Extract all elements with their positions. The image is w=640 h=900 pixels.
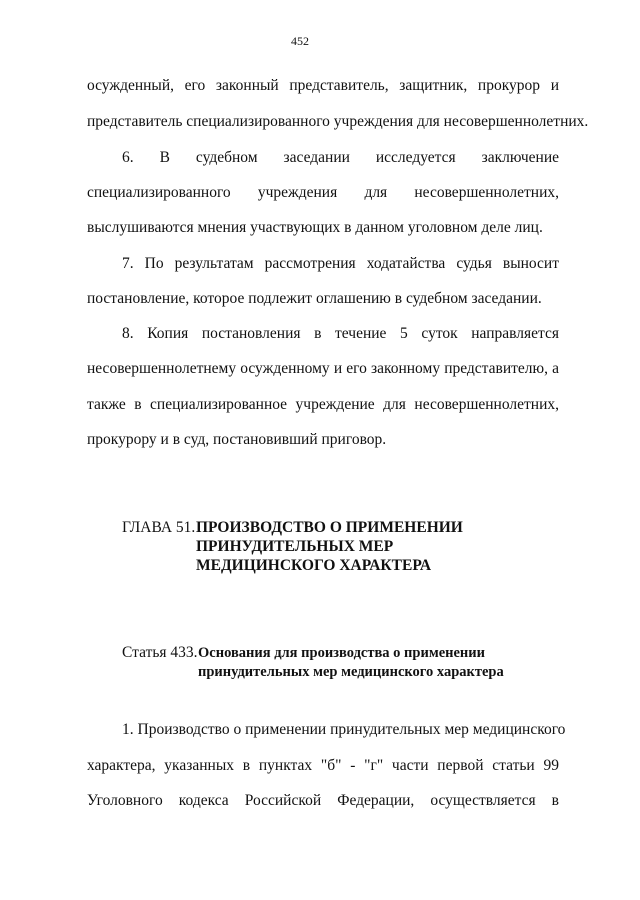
article-title-line: Основания для производства о применении bbox=[198, 645, 485, 661]
article-title-line: принудительных мер медицинского характера bbox=[198, 664, 504, 680]
paragraph-7-line: постановление, которое подлежит оглашению в судебном заседании. bbox=[87, 290, 542, 307]
paragraph-8-line: прокурору и в суд, постановивший приговор. bbox=[87, 431, 387, 448]
article-number: Статья 433. bbox=[122, 644, 198, 661]
paragraph-8-line: несовершеннолетнему осужденному и его законному представителю, а bbox=[87, 360, 559, 377]
paragraph-line: осужденный, его законный представитель, защитник, прокурор и bbox=[87, 77, 559, 94]
paragraph-6-line: выслушиваются мнения участвующих в данном уголовном деле лиц. bbox=[87, 219, 543, 236]
paragraph-7-line: 7. По результатам рассмотрения ходатайства судья выносит bbox=[122, 255, 559, 272]
chapter-title-line: ПРОИЗВОДСТВО О ПРИМЕНЕНИИ bbox=[196, 519, 463, 536]
article-paragraph-1-line: Уголовного кодекса Российской Федерации, осуществляется в bbox=[87, 792, 559, 809]
chapter-title-line: ПРИНУДИТЕЛЬНЫХ МЕР bbox=[196, 538, 394, 555]
article-paragraph-1-line: характера, указанных в пунктах "б" - "г" части первой статьи 99 bbox=[87, 757, 559, 774]
paragraph-8-line: также в специализированное учреждение для несовершеннолетних, bbox=[87, 396, 559, 413]
page-number: 452 bbox=[291, 34, 309, 48]
paragraph-8-line: 8. Копия постановления в течение 5 суток направляется bbox=[122, 325, 559, 342]
article-paragraph-1-line: 1. Производство о применении принудительных мер медицинского bbox=[122, 721, 566, 738]
paragraph-line: представитель специализированного учреждения для несовершеннолетних. bbox=[87, 113, 589, 130]
chapter-title-line: МЕДИЦИНСКОГО ХАРАКТЕРА bbox=[196, 557, 432, 574]
paragraph-6-line: 6. В судебном заседании исследуется заключение bbox=[122, 149, 559, 166]
chapter-number: ГЛАВА 51. bbox=[122, 519, 196, 536]
paragraph-6-line: специализированного учреждения для несовершеннолетних, bbox=[87, 184, 559, 201]
